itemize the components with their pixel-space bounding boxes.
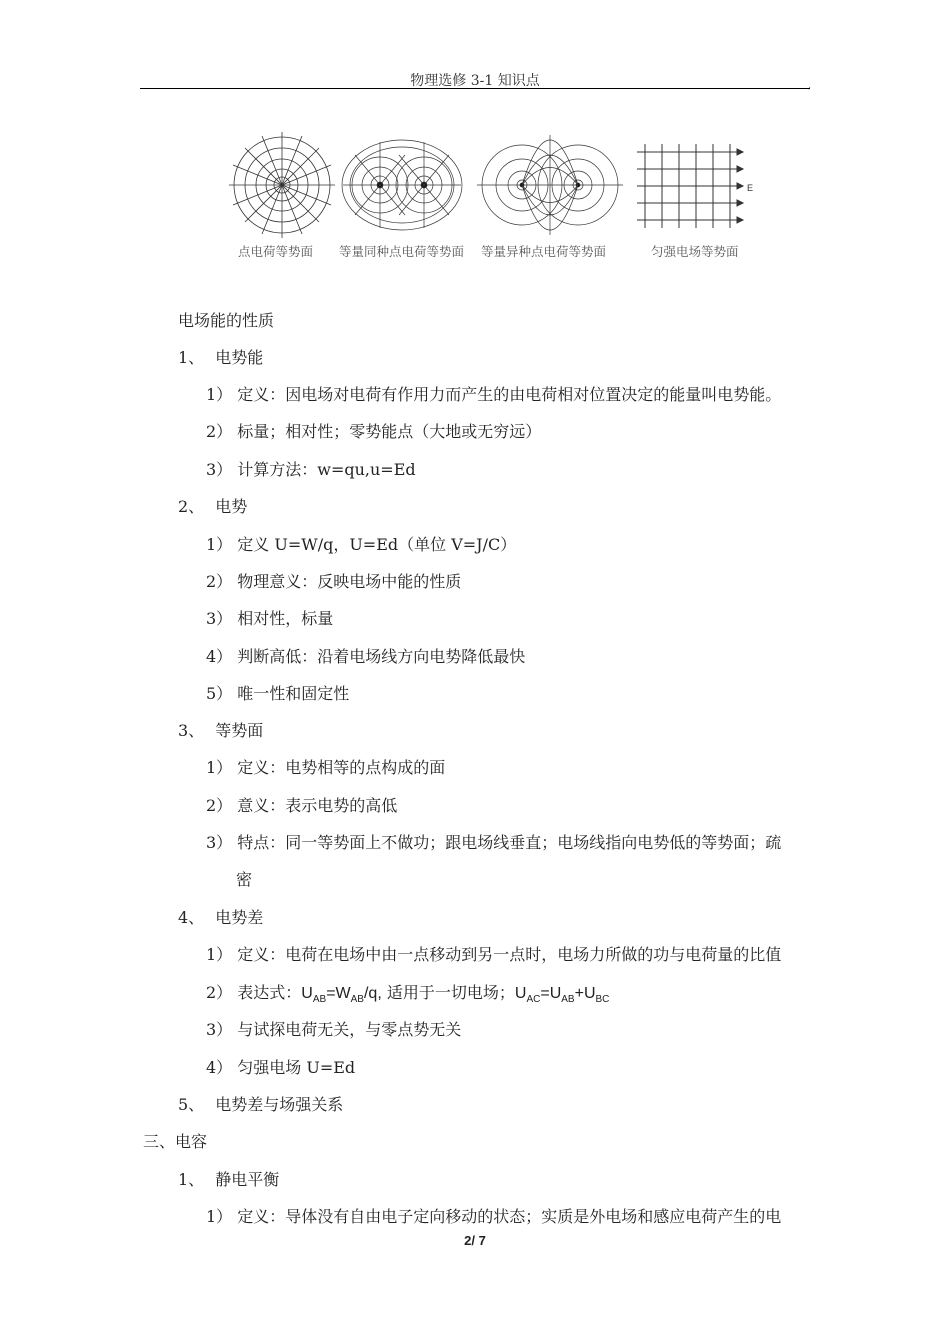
heading-potential-difference — [178, 907, 263, 929]
list-item: 4） 匀强电场 U=Ed — [206, 1058, 356, 1077]
heading-number: 1、 — [178, 348, 205, 367]
subscript: AB — [561, 994, 575, 1005]
list-item: 4） 判断高低：沿着电场线方向电势降低最快 — [206, 647, 526, 666]
list-item: 1） 定义：导体没有自由电子定向移动的状态；实质是外电场和感应电荷产生的电 — [206, 1207, 782, 1226]
like-charges-diagram — [342, 140, 462, 230]
heading-number: 5、 — [178, 1095, 205, 1114]
heading-text: 等势面 — [215, 721, 264, 740]
list-item: 2） 标量；相对性；零势能点（大地或无穷远） — [206, 422, 542, 441]
caption-uniform-field: 匀强电场等势面 — [651, 244, 739, 259]
list-item: 3） 计算方法：w=qu,u=Ed — [206, 460, 416, 479]
list-item: 2） 意义：表示电势的高低 — [206, 796, 398, 815]
list-item: 1） 定义：电荷在电场中由一点移动到另一点时，电场力所做的功与电荷量的比值 — [206, 945, 782, 964]
list-item: 3） 特点：同一等势面上不做功；跟电场线垂直；电场线指向电势低的等势面；疏 — [206, 833, 782, 852]
formula-mid: 适用于一切电场； — [381, 983, 515, 1002]
part-heading-capacitance: 三、电容 — [143, 1132, 208, 1151]
list-item: 1） 定义：电势相等的点构成的面 — [206, 758, 446, 777]
list-item: 2） 物理意义：反映电场中能的性质 — [206, 572, 462, 591]
formula-u2: U — [514, 985, 527, 1002]
header-rule — [140, 88, 810, 89]
caption-point-charge: 点电荷等势面 — [238, 244, 314, 259]
unlike-charges-diagram — [477, 135, 623, 235]
page-number: 2/ 7 — [464, 1233, 486, 1248]
subscript: AB — [312, 994, 327, 1005]
caption-like-charges: 等量同种点电荷等势面 — [339, 244, 465, 259]
list-item: 5） 唯一性和固定性 — [206, 684, 350, 703]
heading-text: 电势差 — [215, 908, 264, 927]
page-header-title: 物理选修 3-1 知识点 — [410, 73, 540, 89]
formula-u: U — [301, 985, 313, 1002]
heading-number: 4、 — [178, 908, 205, 927]
formula-line — [206, 982, 609, 1007]
heading-potential-energy — [178, 347, 263, 369]
heading-number: 3、 — [178, 721, 205, 740]
list-item: 3） 与试探电荷无关，与零点势无关 — [206, 1020, 462, 1039]
heading-equipotential — [178, 720, 263, 742]
subscript: BC — [595, 994, 610, 1005]
heading-text: 电势能 — [215, 348, 264, 367]
formula-plus-u: +U — [574, 985, 596, 1002]
list-item: 1） 定义：因电场对电荷有作用力而产生的由电荷相对位置决定的能量叫电势能。 — [206, 385, 782, 404]
field-label-E: E — [747, 183, 754, 193]
heading-text: 电势 — [215, 497, 248, 516]
formula-prefix: 2） 表达式： — [206, 983, 302, 1002]
heading-relation — [178, 1094, 343, 1116]
heading-text: 静电平衡 — [215, 1170, 280, 1189]
subscript: AB — [350, 994, 364, 1005]
heading-electrostatic-equilibrium — [178, 1169, 279, 1191]
caption-unlike-charges: 等量异种点电荷等势面 — [481, 244, 607, 259]
list-item: 1） 定义 U=W/q，U=Ed（单位 V=J/C） — [206, 535, 517, 554]
heading-number: 1、 — [178, 1170, 205, 1189]
formula-q: /q, — [363, 985, 382, 1002]
heading-number: 2、 — [178, 497, 205, 516]
header-mark: , — [808, 80, 812, 91]
formula-eq-w: =W — [326, 985, 351, 1002]
section-title: 电场能的性质 — [178, 311, 275, 330]
heading-text: 电势差与场强关系 — [215, 1095, 344, 1114]
uniform-field-diagram — [637, 144, 743, 228]
formula-eq-u: =U — [540, 985, 562, 1002]
subscript: AC — [526, 994, 541, 1005]
heading-potential — [178, 496, 247, 518]
list-item: 3） 相对性，标量 — [206, 609, 334, 628]
point-charge-diagram — [229, 132, 335, 238]
list-item-continuation: 密 — [236, 870, 253, 889]
